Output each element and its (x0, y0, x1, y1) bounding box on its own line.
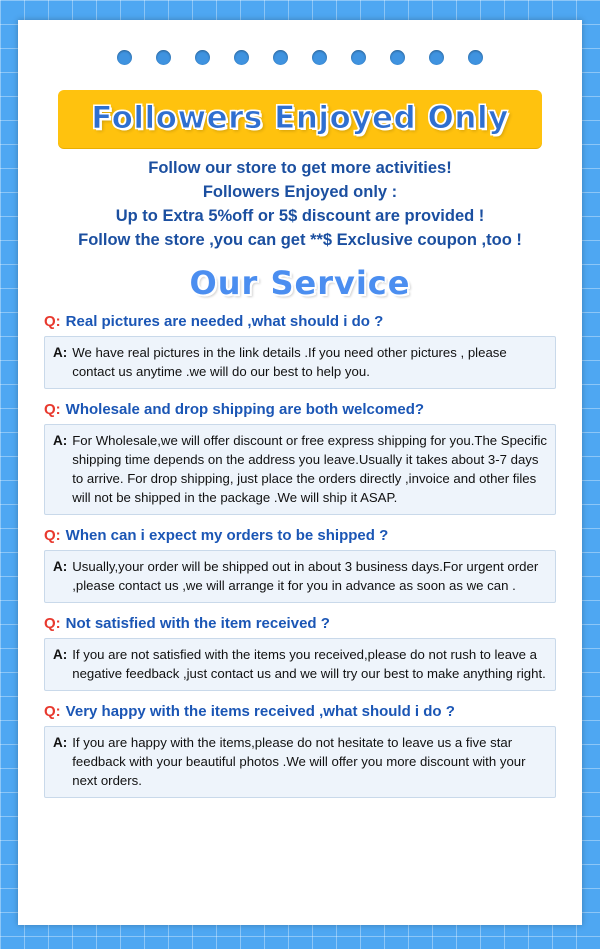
question-text: Real pictures are needed ,what should i do ? (65, 313, 384, 330)
punch-hole-icon (234, 50, 249, 65)
answer-text: Usually,your order will be shipped out in about 3 business days.For urgent order ,please contact us ,we will arrange it for you in advance as soon as we can . (72, 559, 539, 593)
question-marker: Q: (44, 703, 61, 720)
torn-edge-bottom-icon (18, 909, 582, 925)
punch-hole-row (18, 50, 582, 65)
answer-text: If you are happy with the items,please do not hesitate to leave us a five star feedback with your beautiful photos .We will offer you more discount with your next orders. (72, 735, 526, 788)
answer-text: If you are not satisfied with the items you received,please do not rush to leave a negative feedback ,just contact us and we will try our best to make anything right. (72, 647, 546, 681)
question-marker: Q: (44, 313, 61, 330)
punch-hole-icon (195, 50, 210, 65)
intro-line: Follow the store ,you can get **$ Exclusive coupon ,too ! (78, 231, 522, 249)
punch-hole-icon (390, 50, 405, 65)
answer-text: For Wholesale,we will offer discount or free express shipping for you.The Specific shipping time depends on the address you leave.Usually it takes about 3-7 days to arrive. For drop shipping, just place the orders directly ,invoice and other files will not be shipped in the package .We will ship it ASAP. (72, 433, 547, 505)
faq-answer-box (44, 726, 556, 798)
question-marker: Q: (44, 615, 61, 632)
faq-item (44, 614, 556, 691)
question-text: Very happy with the items received ,what should i do ? (65, 703, 455, 720)
faq-answer-box (44, 336, 556, 389)
paper-sheet (18, 20, 582, 925)
answer-marker: A: (53, 433, 68, 448)
faq-list (32, 312, 568, 798)
faq-item (44, 702, 556, 798)
faq-item (44, 400, 556, 515)
intro-line: Followers Enjoyed only : (202, 183, 398, 201)
document-content (18, 76, 582, 809)
question-text: Wholesale and drop shipping are both welcomed? (65, 401, 425, 418)
answer-marker: A: (53, 735, 68, 750)
punch-hole-icon (273, 50, 288, 65)
answer-marker: A: (53, 559, 68, 574)
intro-line: Up to Extra 5%off or 5$ discount are provided ! (115, 207, 485, 225)
question-marker: Q: (44, 401, 61, 418)
faq-question-row (44, 702, 556, 721)
faq-answer-box (44, 550, 556, 603)
section-heading: Our Service (189, 264, 411, 302)
faq-question-row (44, 312, 556, 331)
punch-hole-icon (156, 50, 171, 65)
faq-answer-box (44, 638, 556, 691)
punch-hole-icon (468, 50, 483, 65)
punch-hole-icon (429, 50, 444, 65)
banner-title: Followers Enjoyed Only (91, 100, 509, 136)
punch-hole-icon (117, 50, 132, 65)
punch-hole-icon (351, 50, 366, 65)
answer-marker: A: (53, 647, 68, 662)
faq-item (44, 526, 556, 603)
torn-edge-top-icon (18, 20, 582, 36)
faq-question-row (44, 614, 556, 633)
answer-text: We have real pictures in the link details .If you need other pictures , please contact us anytime .we will do our best to help you. (72, 345, 507, 379)
intro-line: Follow our store to get more activities! (148, 159, 452, 177)
punch-hole-icon (312, 50, 327, 65)
answer-marker: A: (53, 345, 68, 360)
question-text: Not satisfied with the item received ? (65, 615, 330, 632)
followers-banner (58, 90, 542, 148)
intro-text (32, 156, 568, 252)
faq-item (44, 312, 556, 389)
question-text: When can i expect my orders to be shipped ? (65, 527, 389, 544)
faq-question-row (44, 526, 556, 545)
faq-answer-box (44, 424, 556, 515)
question-marker: Q: (44, 527, 61, 544)
faq-question-row (44, 400, 556, 419)
